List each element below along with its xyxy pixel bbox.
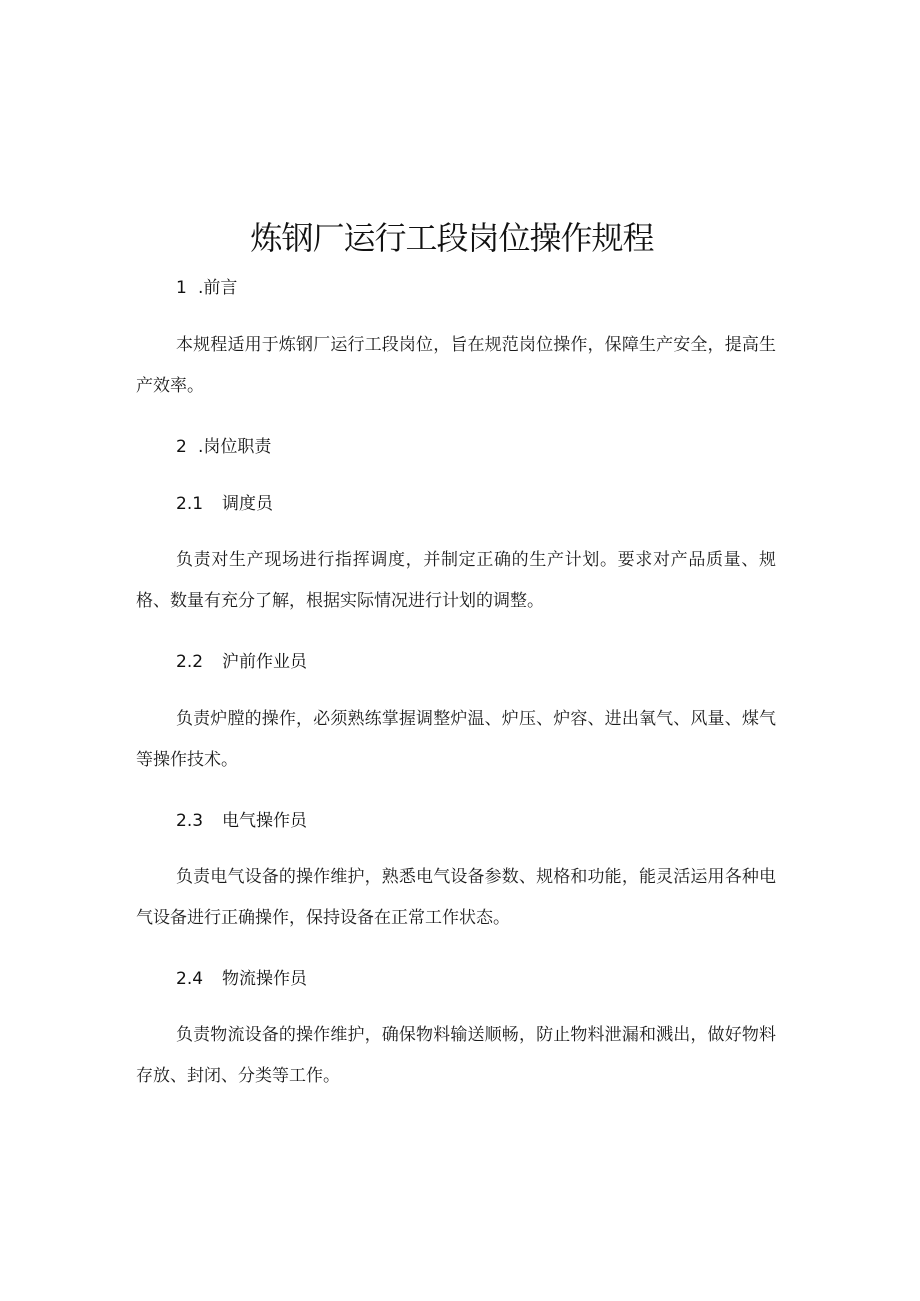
section-title: 电气操作员 (222, 811, 307, 831)
section-heading-2 (176, 435, 271, 459)
section-number: 2.1 (176, 494, 204, 514)
section-number: 1 (176, 278, 187, 298)
section-paragraph-1: 本规程适用于炼钢厂运行工段岗位，旨在规范岗位操作，保障生产安全，提高生产效率。 (136, 335, 776, 396)
section-heading-1 (176, 276, 237, 300)
document-title: 炼钢厂运行工段岗位操作规程 (250, 219, 654, 257)
section-paragraph-2-3: 负责电气设备的操作维护，熟悉电气设备参数、规格和功能，能灵活运用各种电气设备进行正确操作，保持设备在正常工作状态。 (136, 867, 776, 928)
section-heading-2-3 (176, 809, 307, 833)
section-paragraph-2-4: 负责物流设备的操作维护，确保物料输送顺畅，防止物料泄漏和溅出，做好物料存放、封闭、分类等工作。 (136, 1025, 776, 1086)
section-title: .前言 (198, 278, 238, 298)
section-paragraph-2-2: 负责炉膛的操作，必须熟练掌握调整炉温、炉压、炉容、进出氧气、风量、煤气等操作技术。 (136, 709, 776, 770)
section-title: 沪前作业员 (222, 652, 307, 672)
section-title: .岗位职责 (198, 437, 272, 457)
section-heading-2-1 (176, 492, 273, 516)
section-number: 2.4 (176, 969, 204, 989)
section-number: 2.2 (176, 652, 204, 672)
section-heading-2-4 (176, 967, 307, 991)
section-title: 调度员 (222, 494, 273, 514)
section-title: 物流操作员 (222, 969, 307, 989)
section-number: 2 (176, 437, 187, 457)
section-number: 2.3 (176, 811, 204, 831)
section-paragraph-2-1: 负责对生产现场进行指挥调度，并制定正确的生产计划。要求对产品质量、规格、数量有充分了解，根据实际情况进行计划的调整。 (136, 550, 776, 611)
section-heading-2-2 (176, 650, 307, 674)
